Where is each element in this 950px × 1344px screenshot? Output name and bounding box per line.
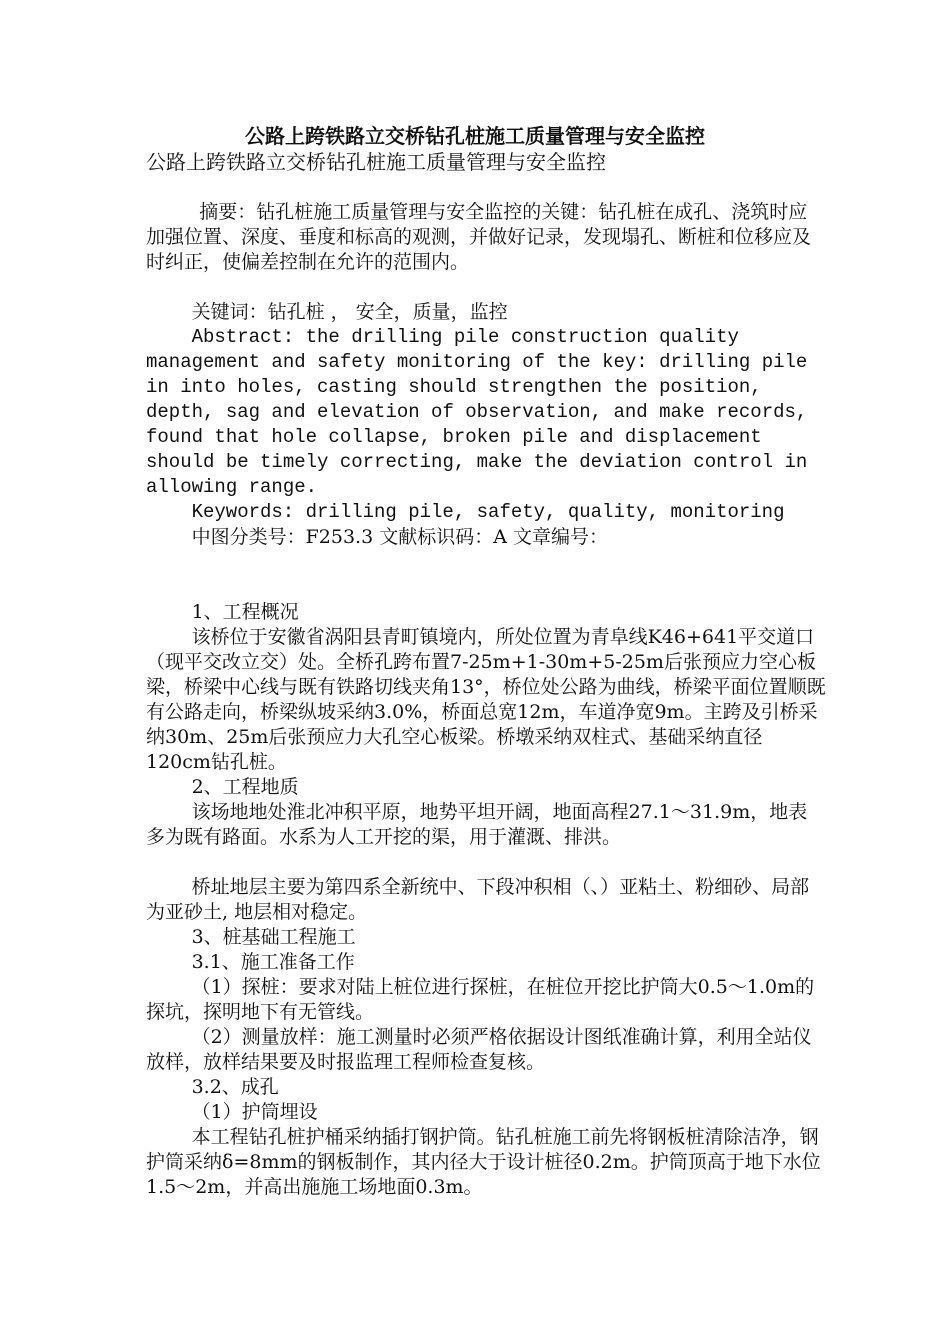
section-1-text: 该桥位于安徽省涡阳县青町镇境内，所处位置为青阜线K46+641平交道口（现平交改立交）处。全桥孔跨布置7-25m+1-30m+5-25m后张预应力空心板梁，桥梁中心线与既有铁路切线夹角13°，桥位处公路为曲线，桥梁平面位置顺既有公路走向，桥梁纵坡采纳3.0%，桥面总宽12m，车道净宽9m。主跨及引桥采纳30m、25m后张预应力大孔空心板梁。桥墩采纳双柱式、基础采纳直径120cm钻孔桩。: [146, 626, 826, 773]
spacer: [146, 550, 826, 600]
section-2-text-1: 该场地地处淮北冲积平原，地势平坦开阔，地面高程27.1～31.9m，地表多为既有路面。水系为人工开挖的渠，用于灌溉、排洪。: [146, 801, 808, 848]
section-3-2-item-1: （1）护筒埋设: [191, 1101, 318, 1123]
spacer: [146, 275, 826, 300]
abstract-cn: 摘要：钻孔桩施工质量管理与安全监控的关键：钻孔桩在成孔、浇筑时应加强位置、深度、垂度和标高的观测，并做好记录，发现塌孔、断桩和位移应及时纠正，使偏差控制在允许的范围内。: [146, 201, 812, 273]
keywords-cn: 关键词：钻孔桩 ， 安全，质量，监控: [191, 301, 508, 323]
section-1-heading: 1、工程概况: [191, 601, 299, 623]
document-subtitle: 公路上跨铁路立交桥钻孔桩施工质量管理与安全监控: [146, 150, 606, 174]
abstract-en: Abstract: the drilling pile construction quality management and safety monitoring of the key: drilling pile in into holes, casting should strengthen the position, depth, sag and elevation of observation, and make records, found that hole collapse, broken pile and displacement should be timely correcting, make the deviation control in allowing range.: [146, 326, 819, 498]
section-3-heading: 3、桩基础工程施工: [191, 926, 356, 948]
classification-line: 中图分类号：F253.3 文献标识码：A 文章编号：: [191, 526, 608, 548]
section-3-1-item-1: （1）探桩：要求对陆上桩位进行探桩，在桩位开挖比护筒大0.5～1.0m的探坑，探明地下有无管线。: [146, 976, 815, 1023]
section-3-1-item-2: （2）测量放样：施工测量时必须严格依据设计图纸准确计算，利用全站仪放样，放样结果要及时报监理工程师检查复核。: [146, 1026, 812, 1073]
section-2-heading: 2、工程地质: [191, 776, 299, 798]
document-body: [146, 200, 826, 1200]
keywords-en: Keywords: drilling pile, safety, quality, monitoring: [191, 501, 785, 523]
section-2-text-2: 桥址地层主要为第四系全新统中、下段冲积相（、）亚粘土、粉细砂、局部为亚砂土, 地层相对稳定。: [146, 876, 810, 923]
section-3-2-heading: 3.2、成孔: [191, 1076, 279, 1098]
spacer: [146, 850, 826, 875]
section-3-1-heading: 3.1、施工准备工作: [191, 951, 355, 973]
document-title: 公路上跨铁路立交桥钻孔桩施工质量管理与安全监控: [245, 124, 705, 148]
section-3-2-text: 本工程钻孔桩护桶采纳插打钢护筒。钻孔桩施工前先将钢板桩清除洁净，钢护筒采纳δ=8mm的钢板制作，其内径大于设计桩径0.2m。护筒顶高于地下水位1.5～2m，并高出施施工场地面0.3m。: [146, 1126, 821, 1198]
